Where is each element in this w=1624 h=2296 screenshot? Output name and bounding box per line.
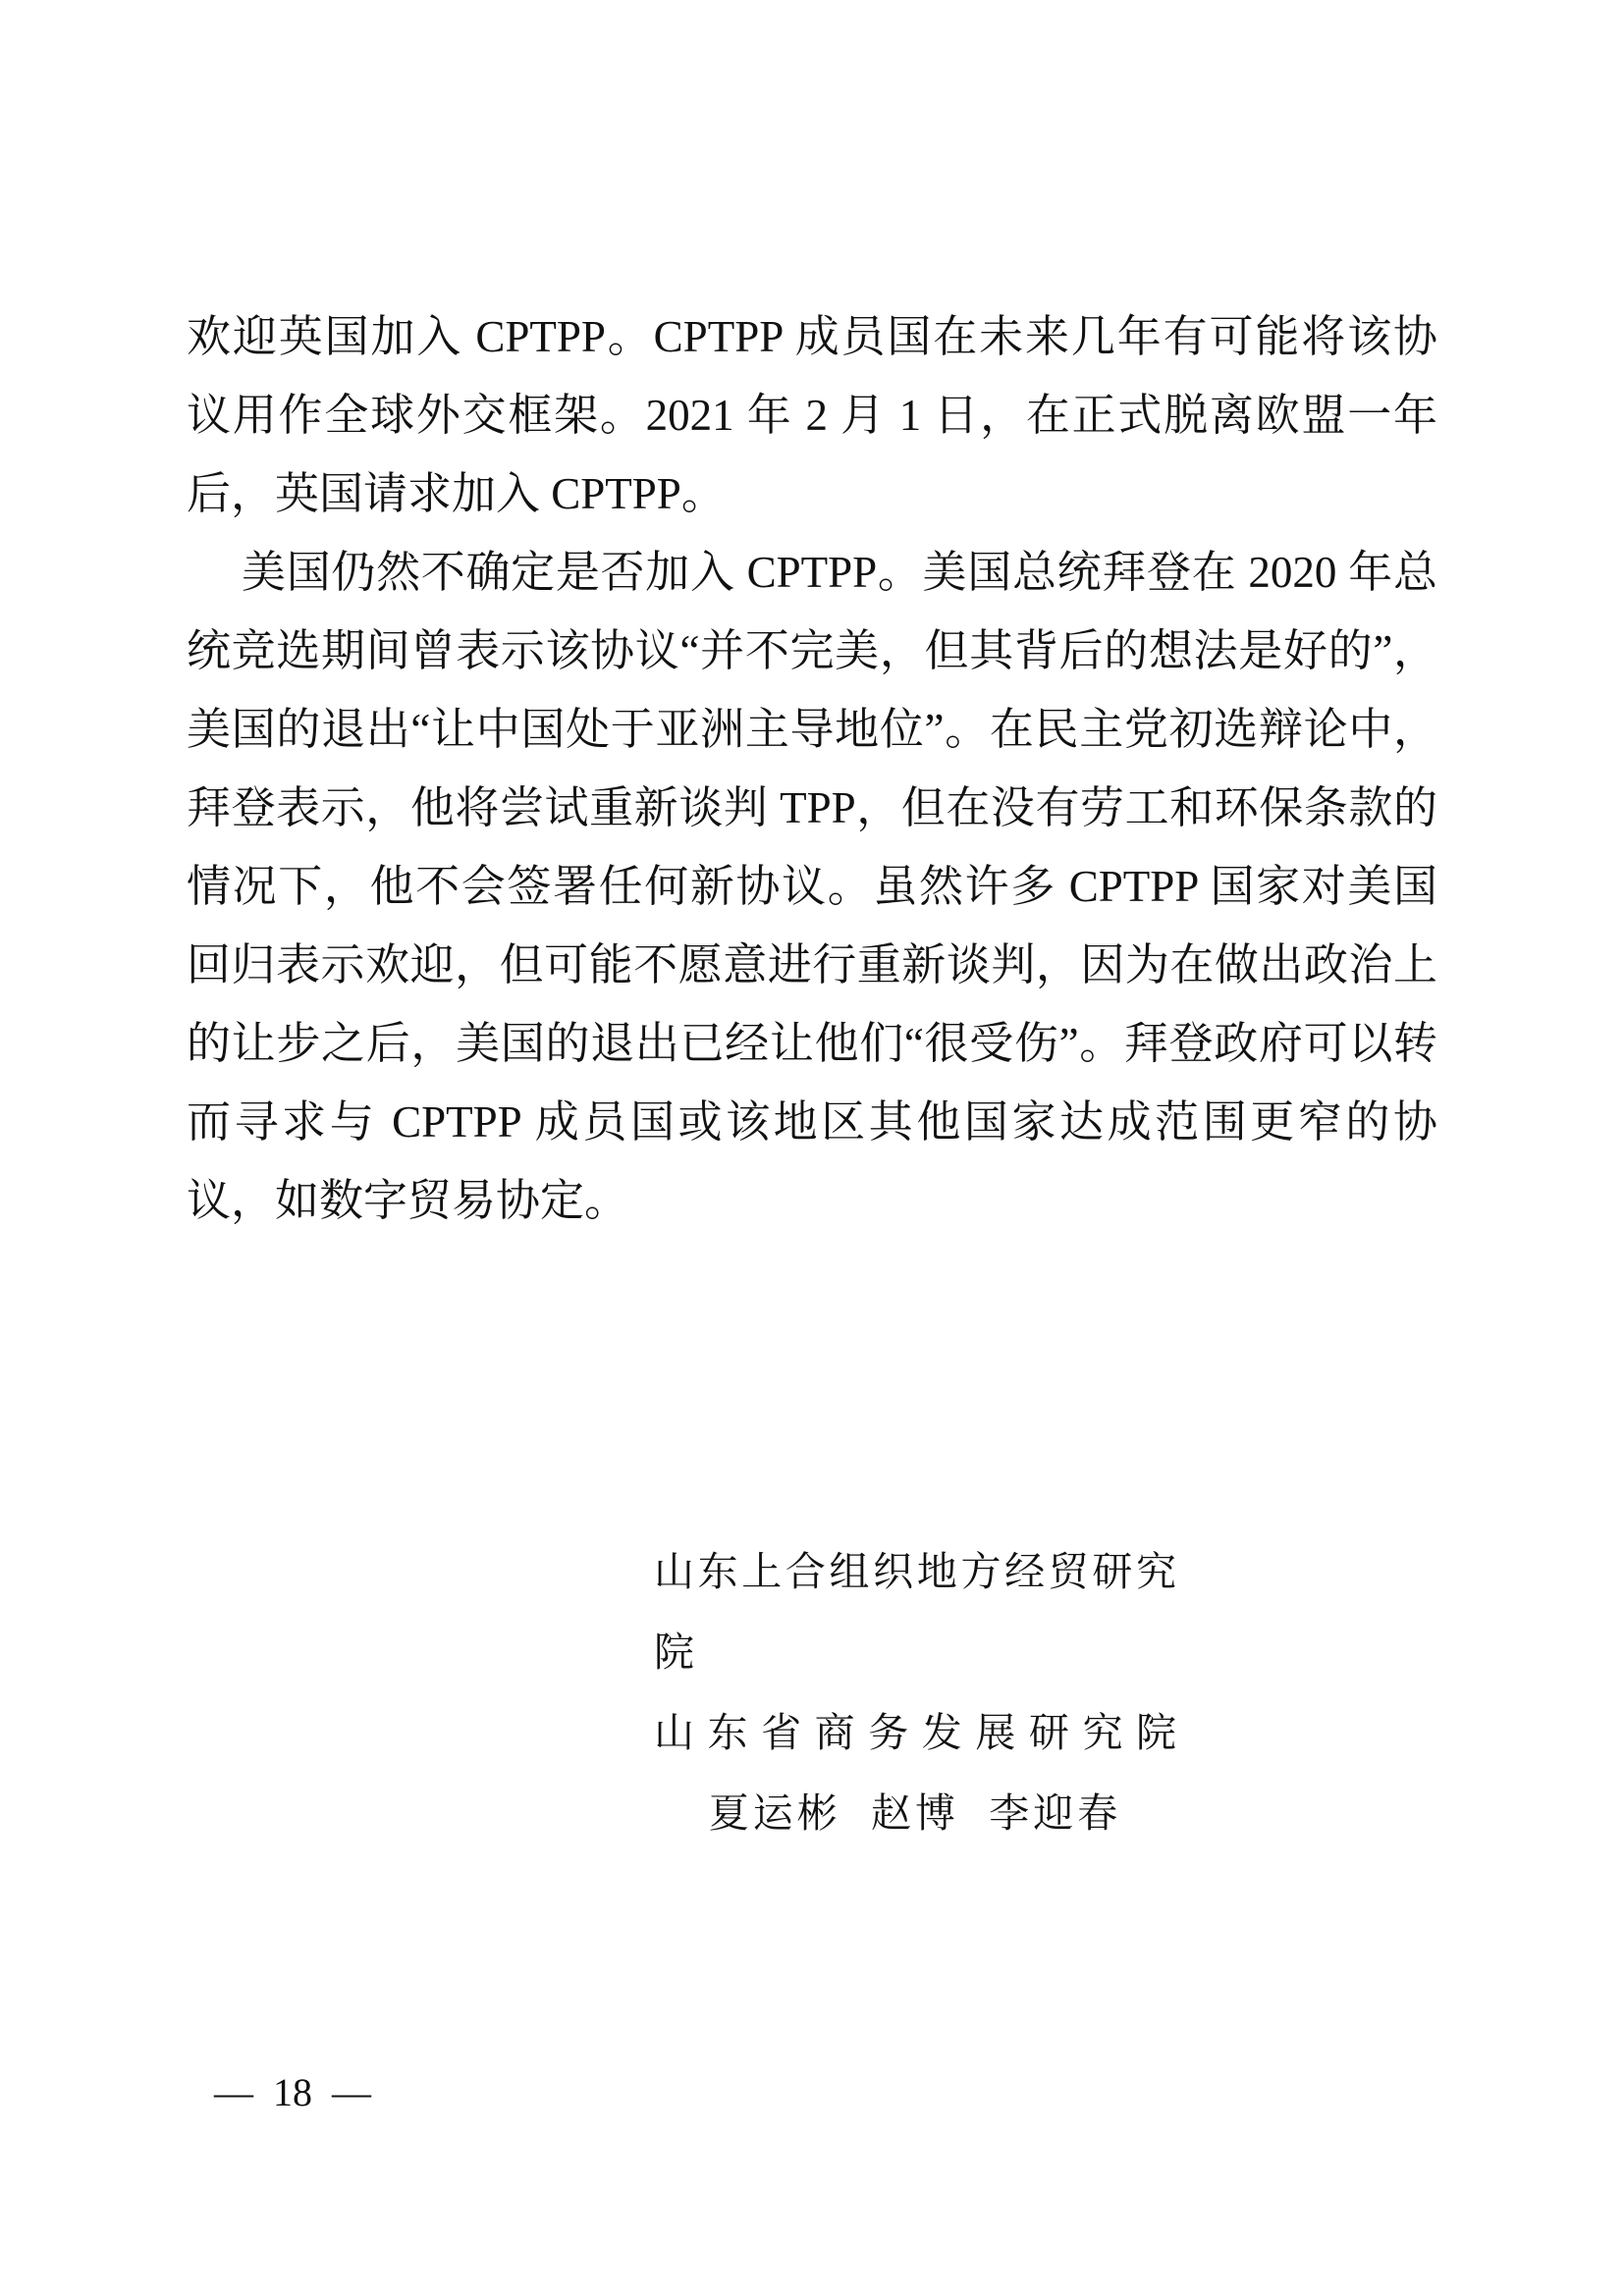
document-body <box>187 297 1437 1240</box>
signature-block <box>654 1531 1176 1853</box>
signature-org-line-2: 山 东 省 商 务 发 展 研 究 院 <box>654 1710 1176 1755</box>
signature-authors: 夏运彬 赵博 李迎春 <box>708 1790 1122 1836</box>
paragraph-cptpp-us: 美国仍然不确定是否加入 CPTPP。美国总统拜登在 2020 年总统竞选期间曾表示该协议“并不完美，但其背后的想法是好的”，美国的退出“让中国处于亚洲主导地位”。在民主党初选辩论中，拜登表示，他将尝试重新谈判 TPP，但在没有劳工和环保条款的情况下，他不会签署任何新协议。虽然许多 CPTPP 国家对美国回归表示欢迎，但可能不愿意进行重新谈判，因为在做出政治上的让步之后，美国的退出已经让他们“很受伤”。拜登政府可以转而寻求与 CPTPP 成员国或该地区其他国家达成范围更窄的协议，如数字贸易协定。 <box>187 548 1437 1225</box>
signature-org-line-1: 山东上合组织地方经贸研究院 <box>654 1549 1176 1675</box>
page-number: — 18 — <box>214 2070 371 2114</box>
paragraph-cptpp-uk: 欢迎英国加入 CPTPP。CPTPP 成员国在未来几年有可能将该协议用作全球外交框架。2021 年 2 月 1 日，在正式脱离欧盟一年后，英国请求加入 CPTPP。 <box>187 312 1437 518</box>
